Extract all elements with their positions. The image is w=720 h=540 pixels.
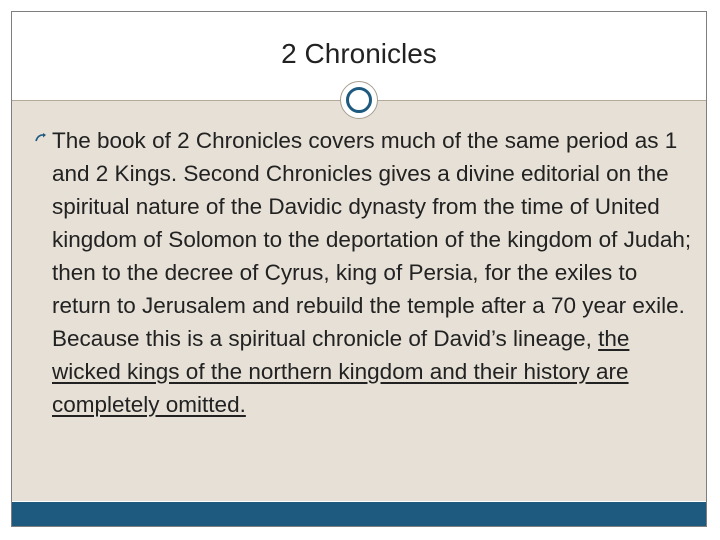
- bullet-paragraph: [52, 124, 702, 421]
- bullet-text: The book of 2 Chronicles covers much of the same period as 1 and 2 Kings. Second Chronicles gives a divine editorial on the spiritual nature of the Davidic dynasty from the time of United kingdom of Solomon to the deportation of the kingdom of Judah; then to the decree of Cyrus, king of Persia, for the exiles to return to Jerusalem and rebuild the temple after a 70 year exile. Because this is a spiritual chronicle of David’s lineage,: [52, 128, 692, 351]
- bullet-text-underlined: the wicked kings of the northern kingdom and their history are completely omitted.: [52, 326, 630, 417]
- footer-bar: [12, 502, 706, 526]
- slide-title: 2 Chronicles: [281, 38, 437, 69]
- divider-circle-icon: [340, 81, 378, 119]
- divider-ring: [346, 87, 372, 113]
- curved-arrow-bullet-icon: [34, 131, 48, 145]
